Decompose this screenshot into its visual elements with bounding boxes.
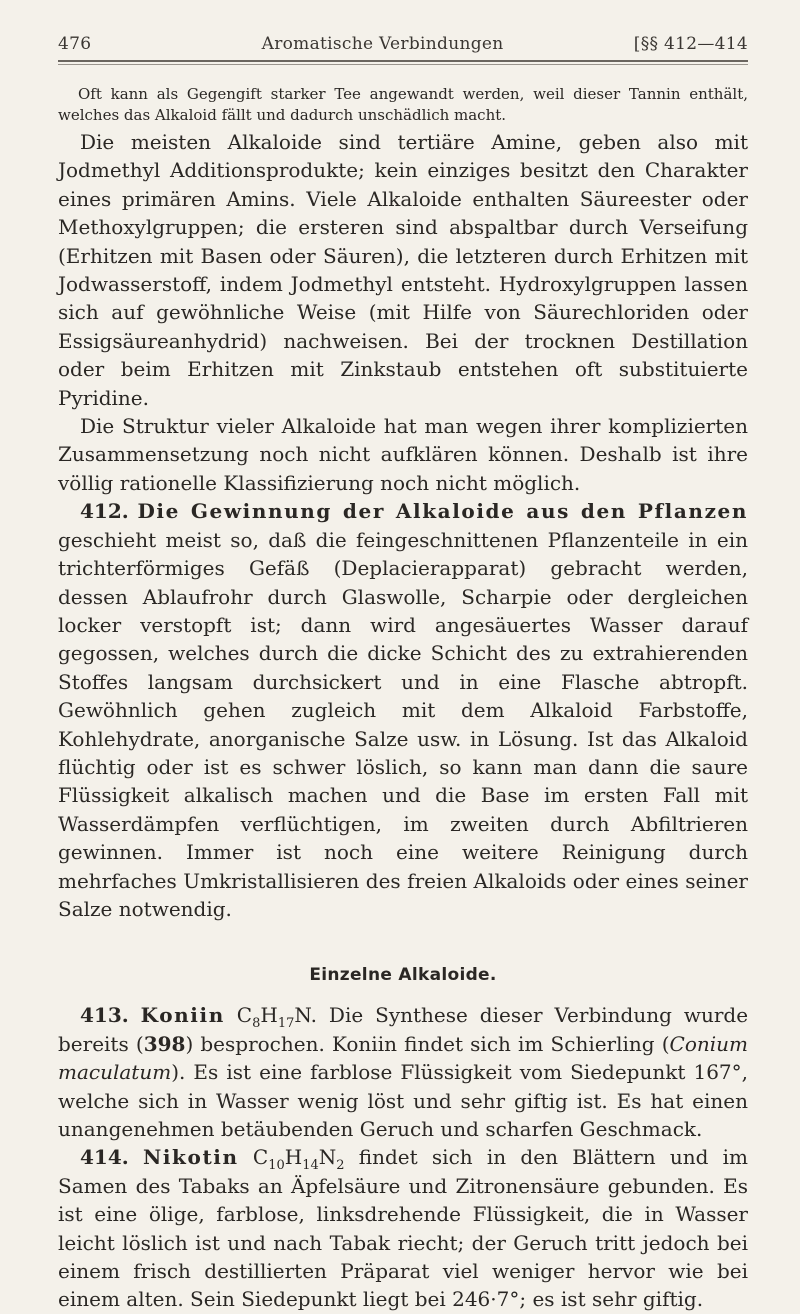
latin-name: Conium maculatum bbox=[58, 1031, 748, 1085]
section-413 bbox=[58, 1001, 748, 1143]
section-body-end: ). Es ist eine farblose Flüssigkeit vom Siedepunkt 167°, welche sich in Wasser wenig löst und sehr giftig ist. Es hat einen unangenehmen betäubenden Geruch und scharfen Geschmack. bbox=[58, 1060, 748, 1141]
compound-name: Nikotin bbox=[142, 1145, 239, 1170]
section-heading: Einzelne Alkaloide. bbox=[309, 965, 497, 986]
section-412 bbox=[58, 497, 748, 923]
section-number: 413. bbox=[80, 1003, 129, 1028]
paragraph-structure: Die Struktur vieler Alkaloide hat man wegen ihrer komplizierten Zusammensetzung noch nicht aufklären können. Deshalb ist ihre völlig rationelle Klassifizierung noch nicht möglich. bbox=[58, 414, 748, 495]
section-body: geschieht meist so, daß die feingeschnittenen Pflanzenteile in ein trichterförmiges Gefäß (Deplacierapparat) gebracht werden, dessen Ablaufrohr durch Glaswolle, Scharpie oder dergleichen locker verstopft ist; dann wird angesäuertes Wasser darauf gegossen, welches durch die dicke Schicht des zu extrahierenden Stoffes langsam durchsickert und in eine Flasche abtropft. Gewöhnlich gehen zugleich mit dem Alkaloid Farbstoffe, Kohlehydrate, anorganische Salze usw. in Lösung. Ist das Alkaloid flüchtig oder ist es schwer löslich, so kann man dann die saure Flüssigkeit alkalisch machen und die Base im ersten Fall mit Wasserdämpfen verflüchtigen, im zweiten durch Abfiltrieren gewinnen. Immer ist noch eine weitere Reinigung durch mehrfaches Umkristallisieren des freien Alkaloids oder eines seiner Salze notwendig. bbox=[58, 527, 748, 921]
chemical-formula: $C_8H_{17}N$. bbox=[236, 1003, 317, 1032]
running-header bbox=[58, 34, 748, 62]
compound-name: Koniin bbox=[140, 1003, 225, 1028]
section-title: Die Gewinnung der Alkaloide aus den Pflanzen bbox=[137, 499, 748, 524]
section-range: [§§ 412—414 bbox=[633, 34, 748, 54]
section-number: 412. bbox=[80, 499, 129, 524]
section-body: findet sich in den Blättern und im Samen des Tabaks an Äpfelsäure und Zitronensäure gebunden. Es ist eine ölige, farblose, linksdrehende Flüssigkeit, die in Wasser leicht löslich ist und nach Tabak riecht; der Geruch tritt jedoch bei einem frisch destillierten Präparat viel weniger hervor wie bei einem alten. Sein Siedepunkt liegt bei 246·7°; es ist sehr giftig. bbox=[58, 1145, 748, 1312]
page-number: 476 bbox=[58, 34, 92, 54]
section-body: Die Synthese dieser Verbindung wurde bereits ( bbox=[58, 1003, 749, 1056]
footnote-text: Oft kann als Gegengift starker Tee angewandt werden, weil dieser Tannin enthält, welches das Alkaloid fällt und dadurch unschädlich macht. bbox=[58, 85, 748, 124]
section-414 bbox=[58, 1143, 748, 1313]
cross-reference: 398 bbox=[143, 1031, 186, 1056]
paragraph-tertiary-amines: Die meisten Alkaloide sind tertiäre Amine, geben also mit Jodmethyl Additionsprodukte; kein einziges besitzt den Charakter eines primären Amins. Viele Alkaloide enthalten Säureester oder Methoxylgruppen; die ersteren sind abspaltbar durch Verseifung (Erhitzen mit Basen oder Säuren), die letzteren durch Erhitzen mit Jodwasserstoff, indem Jodmethyl entsteht. Hydroxylgruppen lassen sich auf gewöhnliche Weise (mit Hilfe von Säurechloriden oder Essigsäureanhydrid) nachweisen. Bei der trocknen Destillation oder beim Erhitzen mit Zinkstaub entstehen oft substituierte Pyridine. bbox=[58, 130, 748, 410]
chemical-formula: $C_{10}H_{14}N_2$ bbox=[252, 1145, 345, 1174]
book-page bbox=[58, 34, 748, 1314]
running-title: Aromatische Verbindungen bbox=[261, 34, 504, 54]
section-number: 414. bbox=[80, 1145, 129, 1170]
section-body-cont: ) besprochen. Koniin findet sich im Schierling ( bbox=[185, 1031, 670, 1056]
